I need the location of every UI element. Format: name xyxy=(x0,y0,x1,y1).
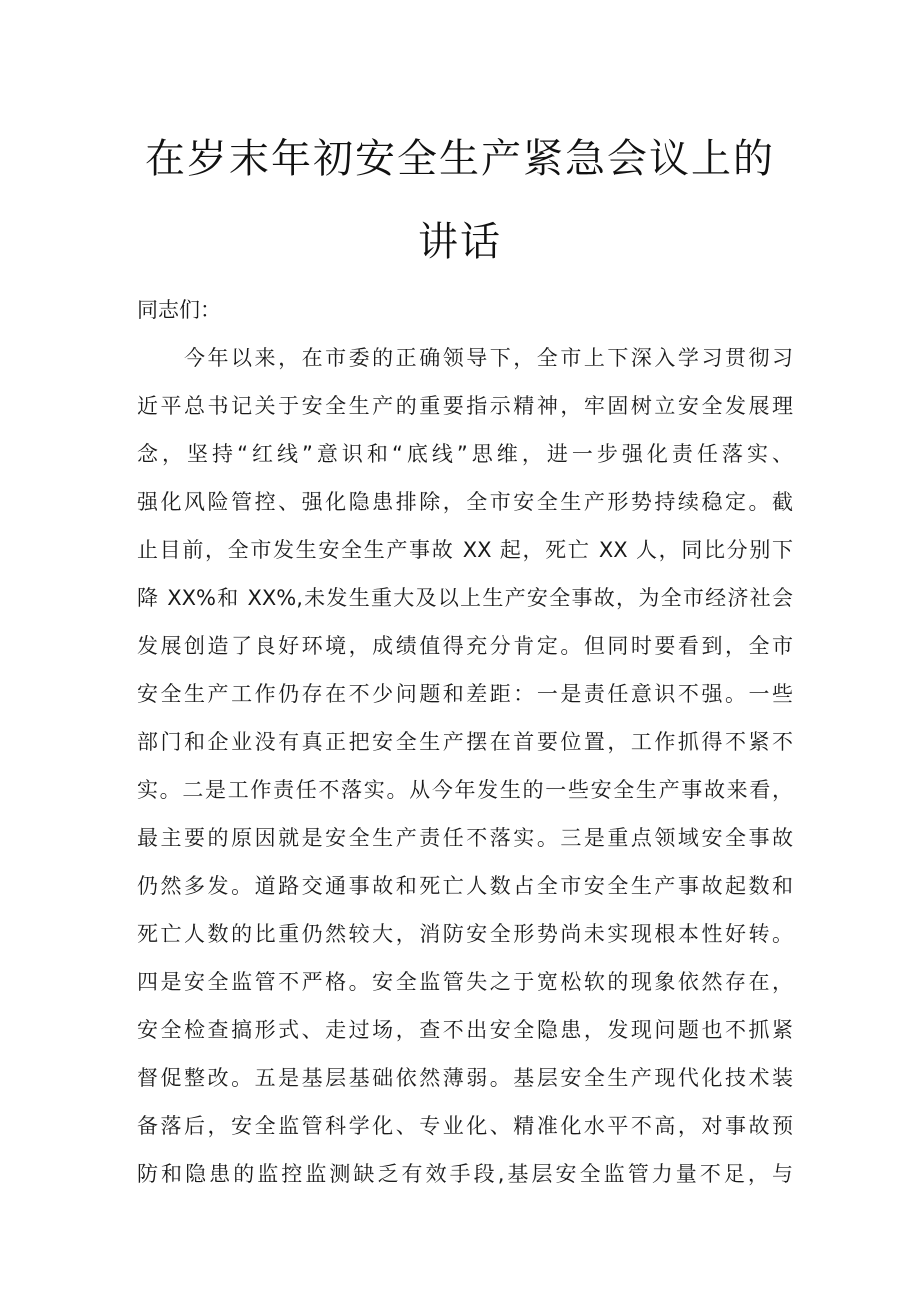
body-line: 降 XX%和 XX%,未发生重大及以上生产安全事故，为全市经济社会 xyxy=(137,586,793,610)
greeting: 同志们： xyxy=(137,298,221,322)
body-line: 安全检查搞形式、走过场，查不出安全隐患，发现问题也不抓紧 xyxy=(137,1018,793,1042)
body-line: 安全生产工作仍存在不少问题和差距：一是责任意识不强。一些 xyxy=(137,682,793,706)
body-line: 念，坚持“红线”意识和“底线”思维，进一步强化责任落实、 xyxy=(137,442,793,466)
body-line: 止目前，全市发生安全生产事故 XX 起，死亡 XX 人，同比分别下 xyxy=(137,538,793,562)
body-line: 四是安全监管不严格。安全监管失之于宽松软的现象依然存在， xyxy=(137,970,793,994)
body-line: 督促整改。五是基层基础依然薄弱。基层安全生产现代化技术装 xyxy=(137,1066,793,1090)
body-line: 发展创造了良好环境，成绩值得充分肯定。但同时要看到，全市 xyxy=(137,634,793,658)
body-line: 今年以来，在市委的正确领导下，全市上下深入学习贯彻习 xyxy=(184,346,793,370)
body-line: 近平总书记关于安全生产的重要指示精神，牢固树立安全发展理 xyxy=(137,394,793,418)
document-title-line-1: 在岁末年初安全生产紧急会议上的 xyxy=(145,136,775,182)
body-line: 实。二是工作责任不落实。从今年发生的一些安全生产事故来看， xyxy=(137,778,793,802)
document-title-line-2: 讲话 xyxy=(418,219,502,265)
body-line: 仍然多发。道路交通事故和死亡人数占全市安全生产事故起数和 xyxy=(137,874,793,898)
body-line: 强化风险管控、强化隐患排除，全市安全生产形势持续稳定。截 xyxy=(137,490,793,514)
body-line: 备落后，安全监管科学化、专业化、精准化水平不高，对事故预 xyxy=(137,1114,793,1138)
body-line: 死亡人数的比重仍然较大，消防安全形势尚未实现根本性好转。 xyxy=(137,922,793,946)
body-line: 防和隐患的监控监测缺乏有效手段,基层安全监管力量不足，与 xyxy=(137,1162,793,1186)
body-line: 最主要的原因就是安全生产责任不落实。三是重点领域安全事故 xyxy=(137,826,793,850)
body-line: 部门和企业没有真正把安全生产摆在首要位置，工作抓得不紧不 xyxy=(137,730,793,754)
